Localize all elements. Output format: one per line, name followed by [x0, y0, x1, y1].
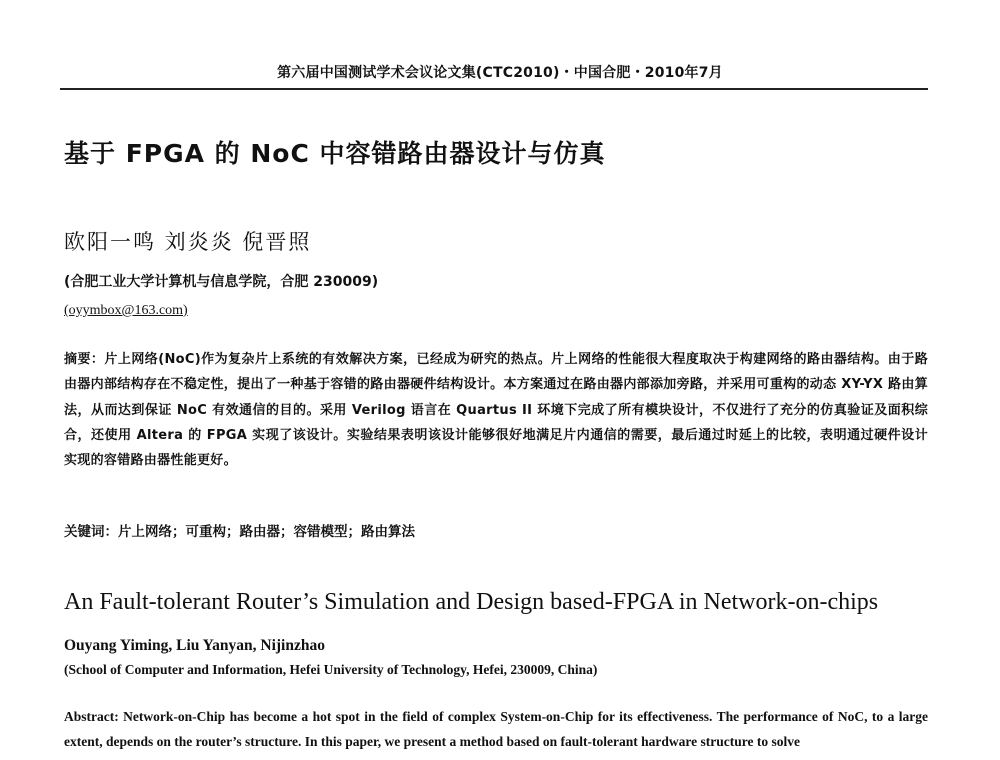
chinese-abstract-label: 摘要：	[64, 352, 105, 367]
english-title: An Fault-tolerant Router’s Simulation and Design based-FPGA in Network-on-chips	[64, 589, 879, 615]
english-authors: Ouyang Yiming, Liu Yanyan, Nijinzhao	[64, 637, 325, 654]
header-rule	[60, 88, 928, 90]
english-abstract-label: Abstract:	[64, 709, 119, 724]
chinese-keywords	[64, 523, 415, 541]
english-abstract	[64, 704, 928, 754]
running-head: 第六届中国测试学术会议论文集(CTC2010)・中国合肥・2010年7月	[277, 65, 723, 81]
english-abstract-text: Network-on-Chip has become a hot spot in the field of complex System-on-Chip for its effectiveness. The performance of NoC, to a large extent, depends on the router’s structure. In this paper, we present a method based on fault-tolerant hardware structure to solve	[64, 709, 928, 749]
chinese-keywords-label: 关键词：	[64, 524, 118, 540]
chinese-authors: 欧阳一鸣 刘炎炎 倪晋照	[64, 230, 312, 254]
english-affiliation: (School of Computer and Information, Hefei University of Technology, Hefei, 230009, China)	[64, 662, 598, 677]
chinese-abstract-text: 片上网络(NoC)作为复杂片上系统的有效解决方案，已经成为研究的热点。片上网络的性能很大程度取决于构建网络的路由器结构。由于路由器内部结构存在不稳定性，提出了一种基于容错的路由器硬件结构设计。本方案通过在路由器内部添加旁路，并采用可重构的动态 XY-YX 路由算法，从而达到保证 NoC 有效通信的目的。采用 Verilog 语言在 Quartus II 环境下完成了所有模块设计，不仅进行了充分的仿真验证及面积综合，还使用 Altera 的 FPGA 实现了该设计。实验结果表明该设计能够很好地满足片内通信的需要，最后通过时延上的比较，表明通过硬件设计实现的容错路由器性能更好。	[64, 352, 928, 469]
chinese-abstract	[64, 347, 928, 473]
author-email: (oyymbox@163.com)	[64, 303, 188, 318]
chinese-affiliation: (合肥工业大学计算机与信息学院，合肥 230009)	[64, 274, 379, 290]
chinese-keywords-text: 片上网络；可重构；路由器；容错模型；路由算法	[118, 524, 415, 540]
chinese-title: 基于 FPGA 的 NoC 中容错路由器设计与仿真	[64, 139, 606, 168]
